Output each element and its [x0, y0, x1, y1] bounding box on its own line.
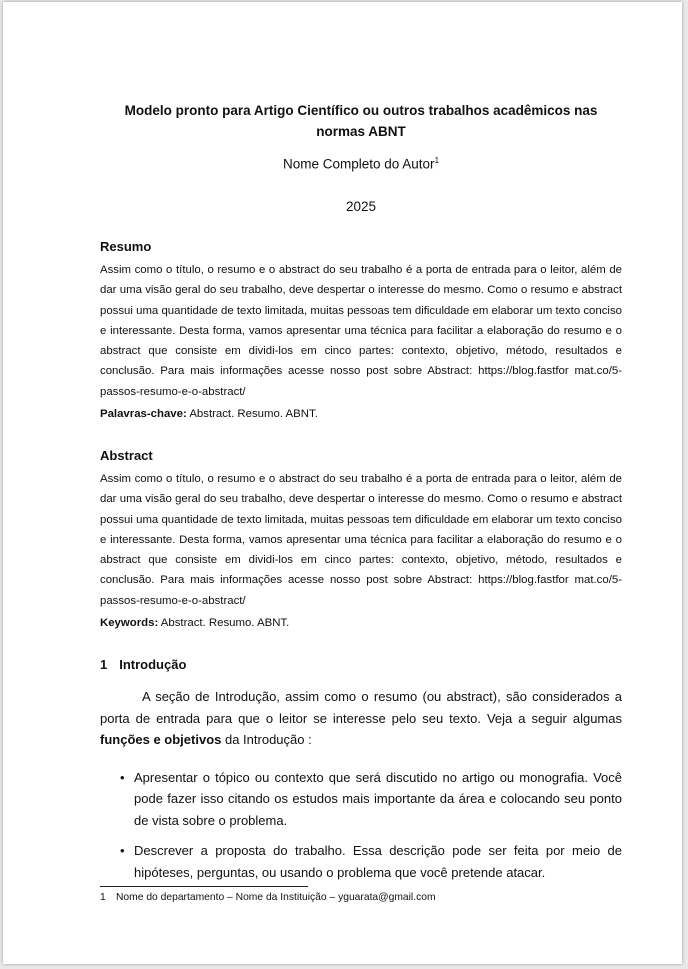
- author-footnote-mark: 1: [434, 156, 440, 165]
- author-line: [100, 156, 622, 172]
- resumo-keywords-value: Abstract. Resumo. ABNT.: [189, 408, 318, 421]
- bullet-text: Apresentar o tópico ou contexto que será discutido no artigo ou monografia. Você pode fazer isso citando os estudos mais importante da área e colocando seu ponto de vista sobre o problema.: [134, 769, 622, 828]
- abstract-section: [100, 448, 622, 629]
- introducao-paragraph-start: A seção de Introdução, assim como o resumo (ou abstract), são considerados a porta de entrada para que o leitor se interesse pelo seu texto. Veja a seguir algumas: [100, 689, 622, 726]
- introducao-title: Introdução: [119, 657, 187, 672]
- introducao-paragraph: [100, 686, 622, 751]
- bullet-icon: •: [120, 769, 125, 785]
- introducao-heading: [100, 657, 622, 672]
- document-page: [3, 2, 682, 964]
- abstract-keywords-label: Keywords:: [100, 617, 159, 630]
- footnote-text: Nome do departamento – Nome da Instituição – yguarata@gmail.com: [116, 892, 436, 903]
- resumo-keywords-label: Palavras-chave:: [100, 408, 187, 421]
- abstract-heading: Abstract: [100, 448, 153, 463]
- document-year: 2025: [345, 199, 377, 214]
- document-title: Modelo pronto para Artigo Científico ou outros trabalhos acadêmicos nas normas ABNT: [124, 103, 598, 139]
- resumo-keywords: [100, 408, 622, 420]
- resumo-text: Assim como o título, o resumo e o abstract do seu trabalho é a porta de entrada para o leitor, além de dar uma visão geral do seu trabalho, deve despertar o interesse do mesmo. Como o resumo e abstract possui uma quantidade de texto limitada, muitas pessoas tem dificuldade em elaborar um texto conciso e interessante. Desta forma, vamos apresentar uma técnica para facilitar a elaboração do resumo e o abstract que consiste em dividi-los em cinco partes: contexto, objetivo, método, resultados e conclusão. Para mais informações acesse nosso post sobre Abstract: https://blog.fastfor mat.co/5-passos-resumo-e-o-abstract/: [100, 264, 622, 398]
- list-item: [100, 840, 622, 883]
- abstract-text: Assim como o título, o resumo e o abstract do seu trabalho é a porta de entrada para o leitor, além de dar uma visão geral do seu trabalho, deve despertar o interesse do mesmo. Como o resumo e abstract possui uma quantidade de texto limitada, muitas pessoas tem dificuldade em elaborar um texto conciso e interessante. Desta forma, vamos apresentar uma técnica para facilitar a elaboração do resumo e o abstract que consiste em dividi-los em cinco partes: contexto, objetivo, método, resultados e conclusão. Para mais informações acesse nosso post sobre Abstract: https://blog.fastfor mat.co/5-passos-resumo-e-o-abstract/: [100, 473, 622, 607]
- list-item: [100, 767, 622, 832]
- author-name: Nome Completo do Autor: [282, 156, 435, 172]
- introducao-section: [100, 657, 622, 883]
- footnote-divider: [100, 886, 308, 887]
- introducao-bullet-list: [100, 767, 622, 884]
- resumo-section: [100, 239, 622, 420]
- introducao-paragraph-end: da Introdução :: [221, 732, 312, 747]
- resumo-heading: Resumo: [100, 239, 152, 254]
- bullet-text: Descrever a proposta do trabalho. Essa descrição pode ser feita por meio de hipóteses, perguntas, ou usando o problema que você pretende atacar.: [134, 843, 622, 880]
- footnote: [100, 892, 436, 903]
- introducao-number: 1: [100, 657, 108, 672]
- footnote-number: 1: [100, 892, 106, 903]
- abstract-keywords: [100, 617, 622, 629]
- introducao-paragraph-bold: funções e objetivos: [100, 732, 222, 747]
- bullet-icon: •: [120, 843, 125, 858]
- abstract-keywords-value: Abstract. Resumo. ABNT.: [160, 617, 290, 630]
